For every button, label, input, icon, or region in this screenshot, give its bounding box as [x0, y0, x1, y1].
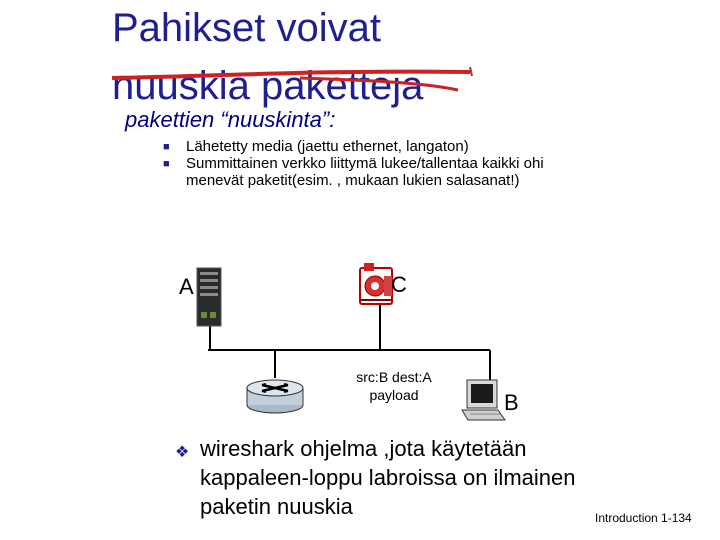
host-b-label: B — [504, 390, 519, 415]
host-c-label: C — [391, 272, 407, 297]
host-a-label: A — [179, 274, 194, 299]
diamond-bullet-icon: ❖ — [175, 444, 190, 461]
packet-box — [340, 364, 448, 414]
title-line-2: nuuskia paketteja — [112, 64, 424, 108]
packet-payload: payload — [369, 387, 419, 403]
server-icon — [197, 268, 221, 326]
computer-icon — [462, 380, 505, 420]
sniffer-device-icon — [360, 263, 392, 304]
bullet-text: Summittainen verkko liittymä lukee/tallentaa kaikki ohi menevät paketit(esim. , mukaan lukien salasanat!) — [186, 155, 544, 189]
square-bullet-icon: ■ — [163, 158, 170, 170]
packet-header: src:B dest:A — [356, 369, 432, 385]
slide-footer: Introduction 1-134 — [595, 511, 692, 525]
square-bullet-icon: ■ — [163, 141, 170, 153]
router-icon — [247, 380, 303, 413]
note-text: wireshark ohjelma ,jota käytetään kappaleen-loppu labroissa on ilmainen paketin nuuskia — [200, 436, 576, 519]
subtitle: pakettien “nuuskinta”: — [125, 107, 336, 132]
title-line-1: Pahikset voivat — [112, 6, 382, 50]
note-bullet — [175, 434, 595, 521]
bullet-text: Lähetetty media (jaettu ethernet, langaton) — [186, 138, 469, 155]
